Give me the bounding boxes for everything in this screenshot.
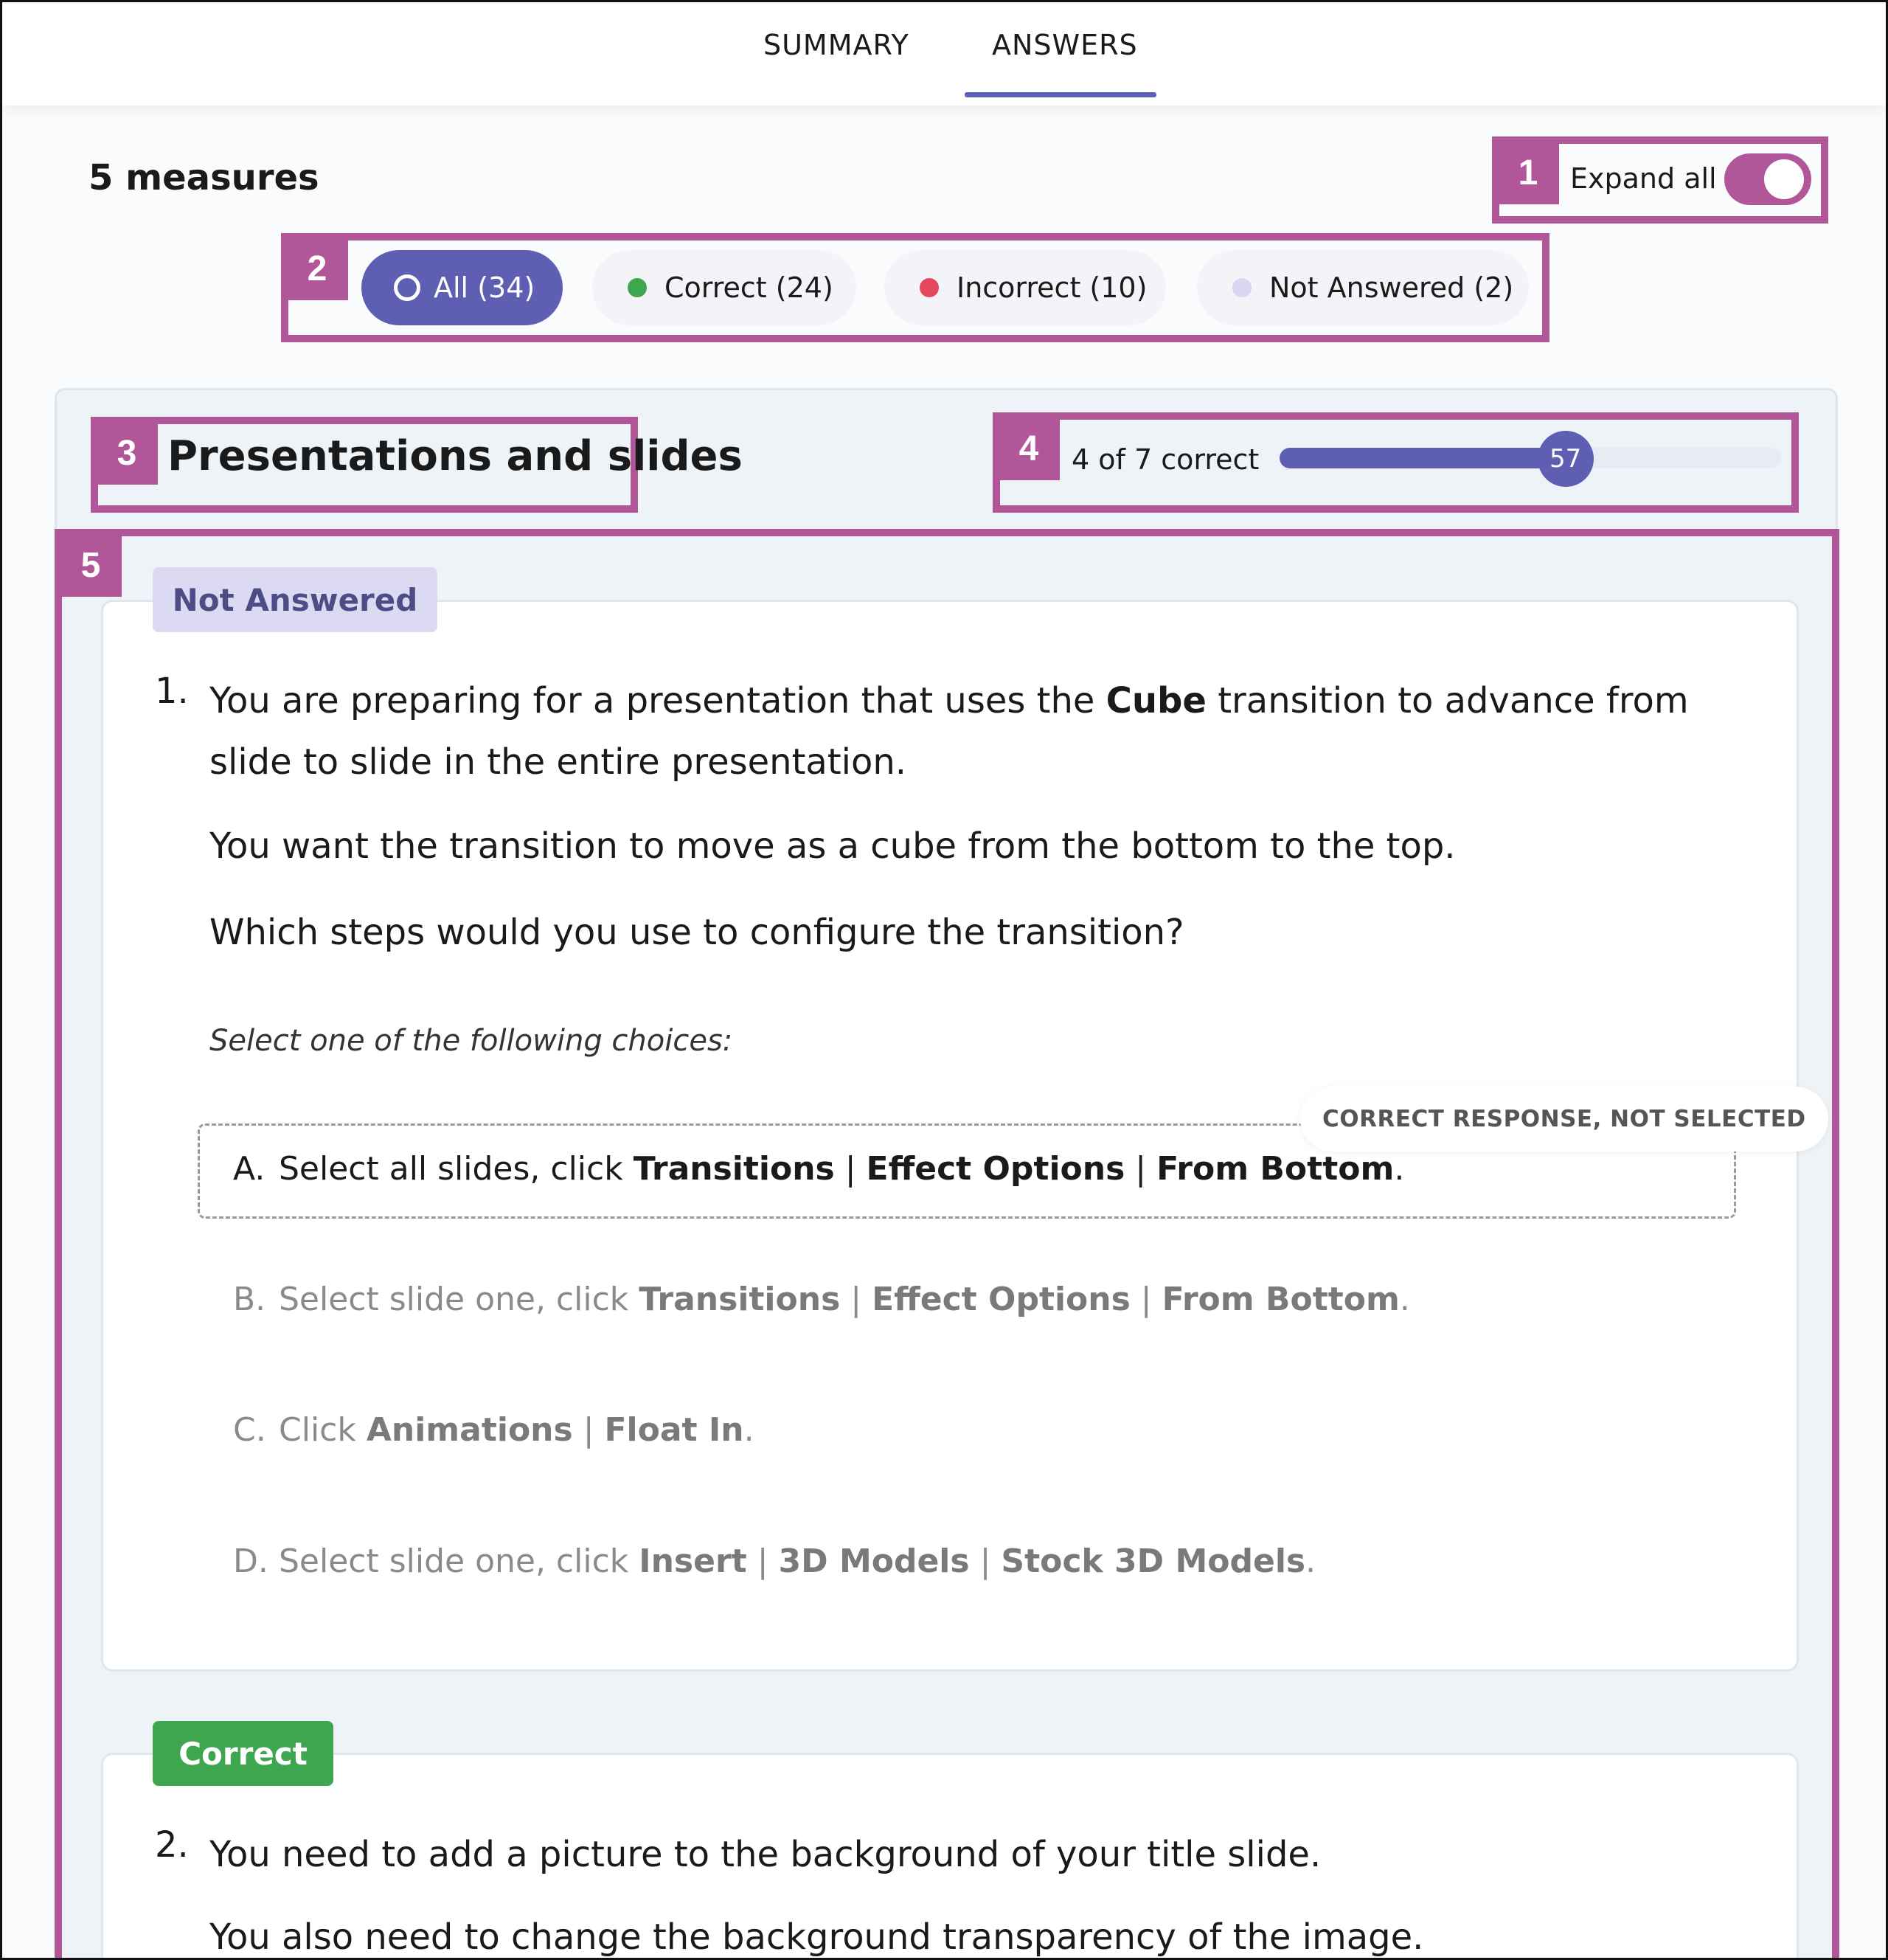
measures-count: 5 measures xyxy=(88,157,319,198)
question-paragraph: Which steps would you use to configure the transition? xyxy=(209,912,1184,953)
question-text: transition to advance from slide to slide in the entire presentation. xyxy=(209,680,1689,783)
choice-letter: D. xyxy=(233,1542,268,1580)
status-badge-not-answered: Not Answered xyxy=(153,567,437,632)
choice-text-bold: Animations xyxy=(366,1411,573,1449)
choice-text xyxy=(279,1150,1404,1188)
question-paragraph: You want the transition to move as a cube from the bottom to the top. xyxy=(209,825,1456,867)
question-text-bold: Cube xyxy=(1106,680,1207,721)
callout-badge-5: 5 xyxy=(60,535,122,597)
active-tab-indicator xyxy=(965,92,1156,97)
question-number: 2. xyxy=(155,1824,189,1866)
choice-text-bold: Transitions xyxy=(639,1281,841,1318)
filter-incorrect[interactable] xyxy=(884,250,1166,325)
incorrect-dot-icon xyxy=(920,278,939,297)
callout-badge-2: 2 xyxy=(286,238,348,300)
choice-separator: | xyxy=(1125,1150,1157,1188)
expand-all-toggle[interactable] xyxy=(1724,153,1811,205)
choice-a xyxy=(233,1150,1404,1188)
choice-text-bold: From Bottom xyxy=(1156,1150,1395,1188)
choice-text-bold: Insert xyxy=(639,1542,747,1580)
choice-text-bold: Effect Options xyxy=(872,1281,1131,1318)
choice-text-part: . xyxy=(1305,1542,1316,1580)
tab-summary[interactable]: SUMMARY xyxy=(763,29,909,61)
score-progress-fill xyxy=(1280,448,1566,468)
question-text: You are preparing for a presentation that uses the xyxy=(209,680,1106,721)
filter-all[interactable] xyxy=(361,250,563,325)
choice-separator: | xyxy=(840,1281,872,1318)
tab-bar xyxy=(2,2,1886,105)
choice-separator: | xyxy=(1130,1281,1162,1318)
question-paragraph: You need to add a picture to the background of your title slide. xyxy=(209,1834,1322,1875)
choice-text-part: . xyxy=(1394,1150,1405,1188)
radio-ring-icon xyxy=(394,274,420,301)
question-number: 1. xyxy=(155,671,189,712)
score-text: 4 of 7 correct xyxy=(1072,443,1260,476)
choice-text-bold: 3D Models xyxy=(778,1542,970,1580)
choice-text-bold: From Bottom xyxy=(1162,1281,1400,1318)
callout-badge-4: 4 xyxy=(998,418,1060,480)
not-answered-dot-icon xyxy=(1232,278,1252,297)
choice-text-part: Select all slides, click xyxy=(279,1150,634,1188)
filter-not-answered-label: Not Answered (2) xyxy=(1269,271,1514,304)
choice-text xyxy=(279,1542,1316,1580)
question-paragraph xyxy=(209,671,1721,793)
correct-dot-icon xyxy=(628,278,647,297)
choice-letter: C. xyxy=(233,1411,266,1449)
choice-text-part: . xyxy=(1399,1281,1410,1318)
choice-letter: A. xyxy=(233,1150,266,1188)
choice-separator: | xyxy=(834,1150,867,1188)
choice-text-part: Select slide one, click xyxy=(279,1281,639,1318)
filter-all-label: All (34) xyxy=(434,271,535,304)
toggle-knob xyxy=(1764,159,1804,199)
choice-b xyxy=(233,1281,1410,1318)
choice-text-bold: Transitions xyxy=(633,1150,835,1188)
choice-text-part: Click xyxy=(279,1411,367,1449)
choice-text-part: Select slide one, click xyxy=(279,1542,639,1580)
callout-badge-3: 3 xyxy=(96,423,158,485)
choice-text-bold: Stock 3D Models xyxy=(1001,1542,1306,1580)
status-badge-correct: Correct xyxy=(153,1721,333,1786)
choice-c xyxy=(233,1411,754,1449)
filter-correct[interactable] xyxy=(592,250,856,325)
question-paragraph: You also need to change the background transparency of the image. xyxy=(209,1916,1424,1958)
choice-text-part: . xyxy=(743,1411,754,1449)
tab-answers[interactable]: ANSWERS xyxy=(992,29,1138,61)
choice-text xyxy=(279,1411,754,1449)
choice-text-bold: Effect Options xyxy=(866,1150,1125,1188)
choice-separator: | xyxy=(746,1542,779,1580)
callout-badge-1: 1 xyxy=(1497,142,1559,204)
choice-text xyxy=(279,1281,1410,1318)
choice-d xyxy=(233,1542,1316,1580)
expand-all-label: Expand all xyxy=(1570,162,1717,195)
measure-title: Presentations and slides xyxy=(167,432,743,480)
choice-letter: B. xyxy=(233,1281,266,1318)
choice-text-bold: Float In xyxy=(604,1411,744,1449)
filter-not-answered[interactable] xyxy=(1197,250,1529,325)
choice-instruction: Select one of the following choices: xyxy=(209,1024,733,1058)
filter-correct-label: Correct (24) xyxy=(664,271,833,304)
score-percent-badge: 57 xyxy=(1538,431,1594,487)
correct-response-tag: CORRECT RESPONSE, NOT SELECTED xyxy=(1300,1087,1828,1152)
choice-separator: | xyxy=(969,1542,1002,1580)
choice-separator: | xyxy=(572,1411,605,1449)
score-progress-bar xyxy=(1280,444,1781,474)
filter-incorrect-label: Incorrect (10) xyxy=(957,271,1148,304)
